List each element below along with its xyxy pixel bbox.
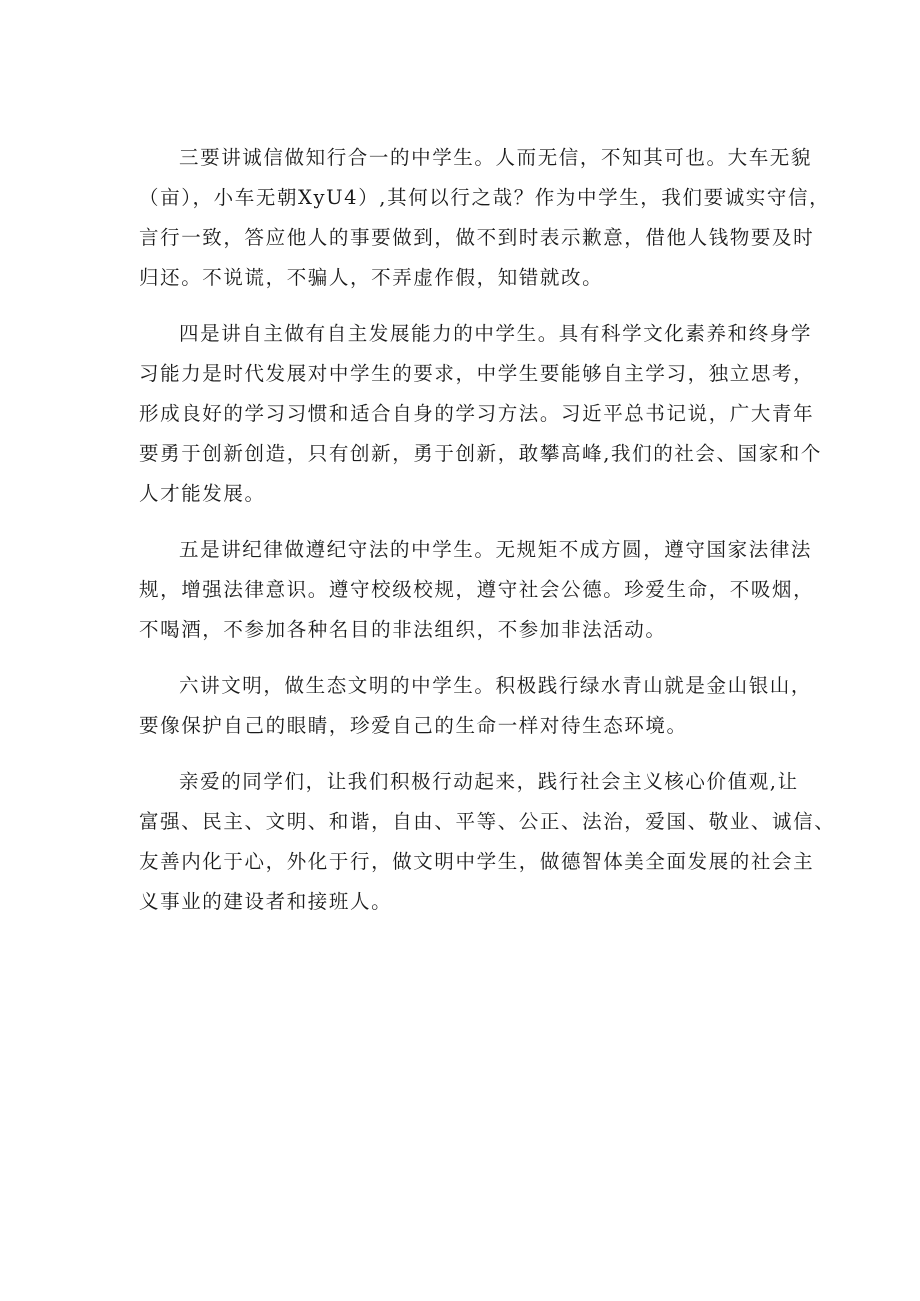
paragraph-line: 习能力是时代发展对中学生的要求，中学生要能够自主学习，独立思考， xyxy=(139,362,815,385)
document-body xyxy=(139,138,836,922)
paragraph-gap xyxy=(139,746,799,762)
paragraph-gap xyxy=(139,298,799,314)
paragraph-ecology xyxy=(139,666,813,746)
paragraph-line: 友善内化于心，外化于行，做文明中学生，做德智体美全面发展的社会主 xyxy=(139,850,815,873)
paragraph-line: 归还。不说谎，不骗人，不弄虚作假，知错就改。 xyxy=(139,266,604,289)
paragraph-line: 不喝酒，不参加各种名目的非法组织，不参加非法活动。 xyxy=(139,618,667,641)
paragraph-line: 三要讲诚信做知行合一的中学生。人而无信，不知其可也。大车无貌 xyxy=(179,146,813,169)
paragraph-line: 要像保护自己的眼睛，珍爱自己的生命一样对待生态环境。 xyxy=(139,714,688,737)
paragraph-line: 富强、民主、文明、和谐，自由、平等、公正、法治，爱国、敬业、诚信、 xyxy=(139,810,836,833)
paragraph-closing xyxy=(139,762,836,922)
paragraph-line: 要勇于创新创造，只有创新，勇于创新，敢攀高峰,我们的社会、国家和个 xyxy=(139,442,822,465)
paragraph-line: 规，增强法律意识。遵守校级校规，遵守社会公德。珍爱生命，不吸烟， xyxy=(139,578,815,601)
paragraph-line: 人才能发展。 xyxy=(139,482,266,505)
paragraph-line: 亲爱的同学们，让我们积极行动起来，践行社会主义核心价值观,让 xyxy=(179,770,799,793)
paragraph-integrity xyxy=(139,138,831,298)
paragraph-autonomy xyxy=(139,314,822,514)
paragraph-gap xyxy=(139,650,799,666)
paragraph-line: （亩），小车无朝XyU4）,其何以行之哉？作为中学生，我们要诚实守信， xyxy=(139,186,831,209)
paragraph-line: 义事业的建设者和接班人。 xyxy=(139,890,393,913)
paragraph-line: 言行一致，答应他人的事要做到，做不到时表示歉意，借他人钱物要及时 xyxy=(139,226,815,249)
paragraph-line: 五是讲纪律做遵纪守法的中学生。无规矩不成方圆，遵守国家法律法 xyxy=(179,538,813,561)
paragraph-discipline xyxy=(139,530,815,650)
paragraph-line: 六讲文明，做生态文明的中学生。积极践行绿水青山就是金山银山， xyxy=(179,674,813,697)
paragraph-line: 四是讲自主做有自主发展能力的中学生。具有科学文化素养和终身学 xyxy=(179,322,813,345)
paragraph-gap xyxy=(139,514,799,530)
paragraph-line: 形成良好的学习习惯和适合自身的学习方法。习近平总书记说，广大青年 xyxy=(139,402,815,425)
